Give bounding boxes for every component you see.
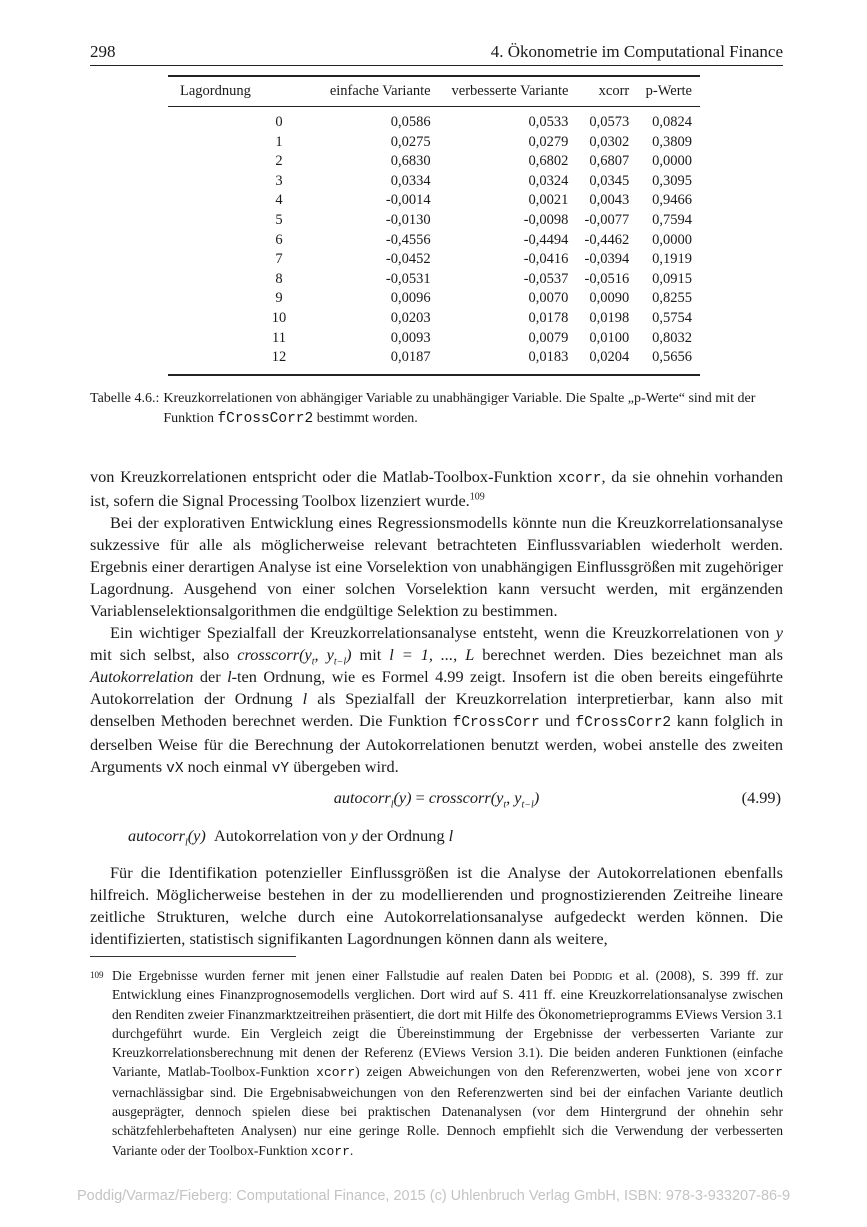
- table-cell: 0,0573: [589, 114, 630, 130]
- table-cell: 0,0100: [589, 329, 630, 346]
- symbol-description: Autokorrelation von y der Ordnung l: [213, 826, 454, 845]
- table-cell: 0,0043: [589, 192, 630, 209]
- table-cell: 0: [275, 114, 283, 130]
- table-cell: -0,4556: [385, 231, 431, 248]
- inline-code-xcorr: xcorr: [558, 471, 602, 487]
- table-row: [168, 329, 700, 349]
- table-cell: 0,0093: [390, 329, 431, 346]
- table-cell: 7: [275, 251, 283, 268]
- col-header-p-werte: p-Werte: [645, 83, 692, 99]
- table-cell: -0,0537: [523, 270, 569, 287]
- paragraph-4: Für die Identifikation potenzieller Einflussgrößen ist die Analyse der Autokorrelationen ebenfalls hilfreich. Möglicherweise bestehen in der zu modellierenden und prognostizierenden Zeitreihe lineare zeitliche Strukturen, welche durch eine Autokorrelationsanalyse aufgedeckt werden können. Die identifizierten, statistisch signifikanten Lagordnungen können dann als weitere,: [90, 863, 783, 948]
- paragraph-1: von Kreuzkorrelationen entspricht oder die Matlab-Toolbox-Funktion xcorr, da sie ohnehin vorhanden ist, sofern die Signal Processing Toolbox lizenziert wurde.$^{109}$: [90, 467, 783, 510]
- table-cell: 3: [275, 172, 283, 189]
- page-number: 298: [90, 42, 116, 61]
- col-header-verbesserte-variante: verbesserte Variante: [451, 83, 569, 99]
- table-cell: -0,0531: [385, 270, 431, 287]
- table-row: [168, 152, 700, 172]
- table-cell: 0,0334: [390, 172, 431, 189]
- table-cell: 0,0183: [528, 349, 569, 366]
- table-row: [168, 211, 700, 231]
- body-text-lower: [90, 862, 783, 950]
- table-cell: 0,7594: [652, 211, 692, 228]
- term-autokorrelation: Autokorrelation: [90, 667, 194, 686]
- table-cell: 0,0279: [528, 133, 569, 150]
- table-cell: 0,0187: [390, 349, 431, 366]
- symbol: autocorr$_l$(y): [128, 826, 206, 849]
- table-cell: 0,8255: [652, 290, 692, 307]
- table-cell: 0,3095: [652, 172, 692, 189]
- table-cell: 0,0090: [589, 290, 630, 307]
- table-cell: -0,0394: [584, 251, 630, 268]
- table-cell: -0,0416: [523, 251, 569, 268]
- footnote-ref-109[interactable]: 109: [469, 491, 485, 503]
- table-cell: 0,0178: [528, 309, 569, 326]
- copyright-watermark: Poddig/Varmaz/Fieberg: Computational Finance, 2015 (c) Uhlenbruch Verlag GmbH, ISBN: 978-3-933207-86-9: [76, 1188, 791, 1204]
- table-cell: 0,6807: [589, 153, 630, 170]
- col-header-einfache-variante: einfache Variante: [329, 83, 431, 99]
- table-cell: 4: [275, 192, 283, 209]
- body-text-upper: [90, 466, 783, 780]
- table-cell: 0,0203: [390, 309, 431, 326]
- table-cell: 8: [275, 270, 283, 287]
- paragraph-3: Ein wichtiger Spezialfall der Kreuzkorrelationsanalyse entsteht, wenn die Kreuzkorrelationen von y mit sich selbst, also $crosscorr(y_t$, $y_{t-l}$) mit l = 1, ..., L berechnet werden. Dies bezeichnet man als Autokorrelation der l-ten Ordnung, wie es Formel 4.99 zeigt. Insofern ist die oben bereits eingeführte Autokorrelation der Ordnung l als Spezialfall der Kreuzkorrelation interpretierbar, kann also mit denselben Methoden berechnet werden. Die Funktion fCrossCorr und fCrossCorr2 kann folglich in derselben Weise für die Berechnung der Autokorrelationen benutzt werden, wobei anstelle des zweiten Arguments vX noch einmal vY übergeben wird.: [90, 623, 784, 777]
- table-body: [168, 107, 700, 375]
- caption-label: Tabelle 4.6.:: [90, 391, 160, 406]
- footnote-divider: [90, 956, 296, 957]
- table-cell: 0,0021: [528, 192, 569, 209]
- caption-text: Kreuzkorrelationen von abhängiger Variable zu unabhängiger Variable. Die Spalte „p-Werte“ sind mit der Funktion fCrossCorr2 bestimmt worden.: [163, 391, 756, 427]
- table-header-row: [168, 76, 700, 107]
- inline-code-vx: vX: [166, 761, 184, 777]
- table-cell: 12: [271, 349, 287, 366]
- running-header: [90, 42, 783, 66]
- table-cell: -0,0452: [385, 251, 431, 268]
- footnote-109: [90, 966, 783, 1161]
- table-cell: 0,6802: [528, 153, 569, 170]
- table-cell: 1: [275, 133, 283, 150]
- table-cell: 0,5754: [652, 309, 692, 326]
- inline-code-vy: vY: [271, 761, 290, 777]
- table-cell: 0,0096: [390, 290, 431, 307]
- table-cell: 6: [275, 231, 283, 248]
- author-name: Poddig: [572, 968, 613, 983]
- table-cell: 0,0079: [528, 329, 569, 346]
- caption-code: fCrossCorr2: [217, 411, 314, 427]
- paragraph-2: Bei der explorativen Entwicklung eines Regressionsmodells könnte nun die Kreuzkorrelationsanalyse sukzessive für alle als möglicherweise relevant betrachteten Einflussvariablen wiederholt werden. Ergebnis einer derartigen Analyse ist eine Vorselektion von unabhängigen Einflussgrößen mit zugehöriger Lagordnung. Ausgehend von einer solchen Vorselektion kann versucht werden, mit ergänzenden Variablenselektionsalgorithmen die endgültige Selektion zu bestimmen.: [90, 513, 783, 620]
- table-cell: 0,0915: [652, 270, 692, 287]
- table-row: [168, 348, 700, 375]
- table-cell: 0,0302: [589, 133, 630, 150]
- table-cell: 5: [275, 211, 283, 228]
- table-cell: 10: [271, 309, 287, 326]
- chapter-title: 4. Ökonometrie im Computational Finance: [490, 42, 783, 61]
- table-cell: -0,0098: [523, 211, 569, 228]
- table-cell: 11: [272, 329, 287, 346]
- table-cell: 0,0070: [528, 290, 569, 307]
- table-cell: -0,0014: [385, 192, 431, 209]
- table-cell: -0,4462: [584, 231, 630, 248]
- table-row: [168, 270, 700, 290]
- table-cell: 0,0198: [589, 309, 630, 326]
- table-cell: 0,8032: [652, 329, 692, 346]
- symbol-definition: [128, 826, 454, 849]
- footnote-mark: 109: [90, 970, 104, 980]
- footnote-text: Die Ergebnisse wurden ferner mit jenen einer Fallstudie auf realen Daten bei Poddig et al. (2008), S. 399 ff. zur Entwicklung eines Finanzprognosemodells verglichen. Dort wird auf S. 411 ff. eine Kreuzkorrelationsanalyse zwischen den Renditen zweier Finanzmarktzeitreihen präsentiert, die dort mit Hilfe des Ökonometrieprogramms EViews Version 3.1 durchgeführt wurde. Ein Vergleich zeigt die Übereinstimmung der Ergebnisse der verbesserten Variante zur Kreuzkorrelationsberechnung mit denen der Referenz (EViews Version 3.1). Die beiden anderen Funktionen (einfache Variante, Matlab-Toolbox-Funktion xcorr) zeigen Abweichungen von den Referenzwerten, wobei jene von xcorr vernachlässigbar sind. Die Ergebnisabweichungen von den Referenzwerten sind bei der einfachen Variante deutlich ausgeprägter, dennoch spielen diese bei praktischen Datenanalysen (vor dem Hintergrund der ohnehin sehr schätzfehlerbehafteten Analysen) nur eine geringe Rolle. Dennoch empfiehlt sich die Verwendung der verbesserten Variante oder der Toolbox-Funktion xcorr.: [112, 968, 783, 1159]
- table-cell: 9: [275, 290, 283, 307]
- table-row: [168, 289, 700, 309]
- table-row: [168, 133, 700, 153]
- inline-code-fcrosscorr2: fCrossCorr2: [575, 715, 672, 731]
- table-cell: 0,0324: [528, 172, 569, 189]
- table-cell: 0,0824: [652, 114, 692, 130]
- table-cell: 0,0345: [589, 172, 630, 189]
- table-row: [168, 107, 700, 133]
- table-row: [168, 231, 700, 251]
- col-header-xcorr: xcorr: [598, 83, 630, 99]
- table-cell: 2: [275, 153, 283, 170]
- equation-number: (4.99): [741, 788, 781, 807]
- table-cell: 0,3809: [652, 133, 692, 150]
- col-header-lagordnung: Lagordnung: [180, 83, 251, 99]
- inline-code-fcrosscorr: fCrossCorr: [452, 715, 540, 731]
- table-row: [168, 309, 700, 329]
- table-cell: 0,0000: [652, 231, 692, 248]
- table-row: [168, 250, 700, 270]
- table-cell: 0,5656: [652, 349, 692, 366]
- table-cell: 0,0000: [652, 153, 692, 170]
- table-cell: 0,6830: [390, 153, 431, 170]
- table-cell: 0,0533: [528, 114, 569, 130]
- table-cell: 0,0586: [390, 114, 431, 130]
- inline-math-crosscorr: $crosscorr(y_t$, $y_{t-l}$): [237, 645, 352, 668]
- table-cell: 0,0204: [589, 349, 630, 366]
- table-cell: -0,4494: [523, 231, 569, 248]
- table-cell: 0,1919: [652, 251, 692, 268]
- table-cell: 0,9466: [652, 192, 692, 209]
- table-row: [168, 172, 700, 192]
- table-caption: [90, 389, 783, 429]
- table-row: [168, 191, 700, 211]
- table-cell: -0,0516: [584, 270, 630, 287]
- cross-correlation-table: [168, 75, 700, 376]
- table-cell: -0,0130: [385, 211, 431, 228]
- equation-4-99: [90, 788, 783, 810]
- equation-body: autocorr$_l$(y) = $crosscorr(y_t$, $y_{t-l}$): [333, 788, 540, 811]
- table-cell: -0,0077: [584, 211, 630, 228]
- table-cell: 0,0275: [390, 133, 431, 150]
